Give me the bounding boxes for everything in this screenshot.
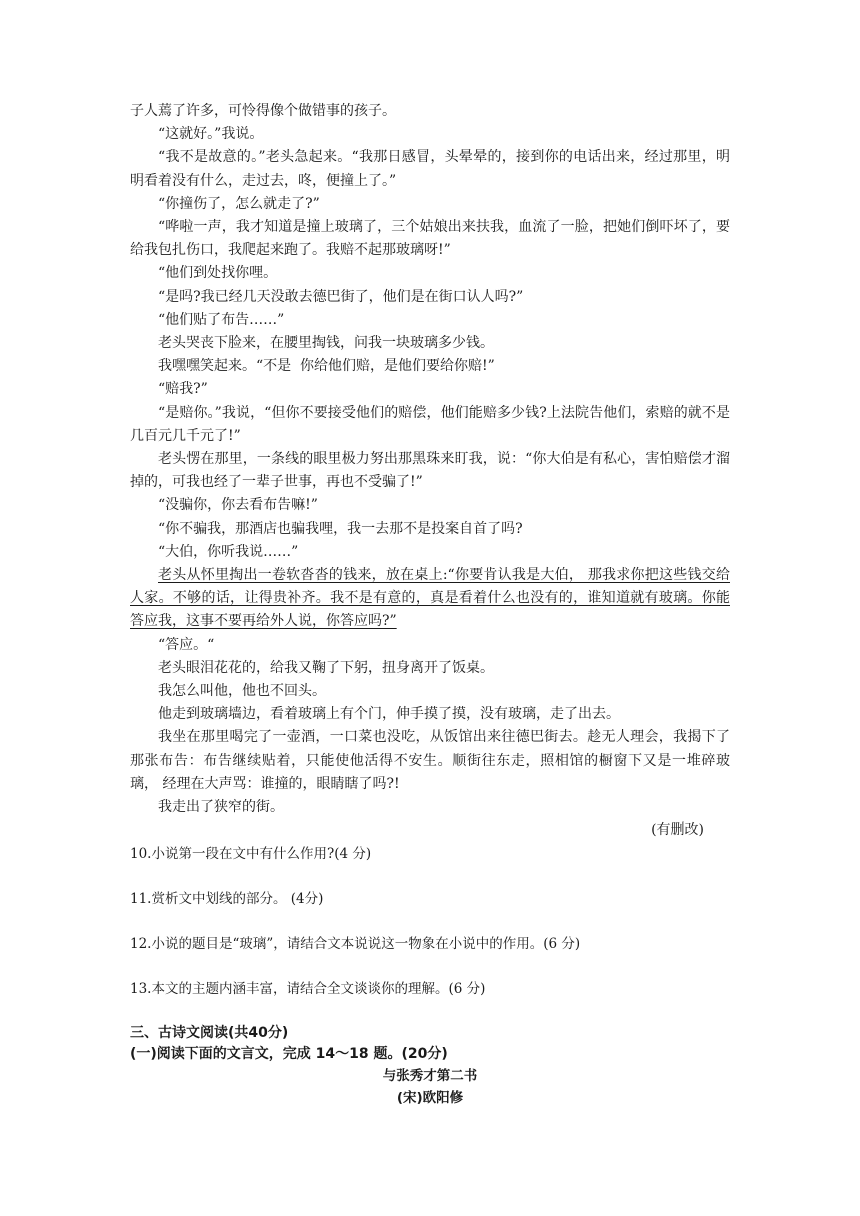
story-paragraph: 老头哭丧下脸来，在腰里掏钱，问我一块玻璃多少钱。 — [158, 335, 494, 352]
question-12: 12.小说的题目是“玻璃”，请结合文本说说这一物象在小说中的作用。(6 分) — [130, 935, 581, 952]
story-paragraph: “答应。“ — [158, 636, 215, 653]
story-paragraph: “赔我?” — [158, 381, 208, 398]
story-paragraph: 我走出了狭窄的街。 — [158, 799, 284, 816]
story-paragraph: 我嘿嘿笑起来。“不是 你给他们赔，是他们要给你赔!” — [158, 358, 495, 375]
story-paragraph: “大伯，你听我说……” — [158, 543, 299, 560]
story-paragraph: 我怎么叫他，他也不回头。 — [158, 683, 326, 700]
section-subheading: (一)阅读下面的文言文，完成 14～18 题。(20分) — [130, 1045, 448, 1062]
story-paragraph: 他走到玻璃墙边，看着玻璃上有个门，伸手摸了摸，没有玻璃，走了出去。 — [158, 706, 620, 723]
story-paragraph: 子人蔫了许多，可怜得像个做错事的孩子。 — [130, 103, 396, 119]
story-paragraph: “你撞伤了，怎么就走了?” — [158, 195, 320, 212]
section-heading: 三、古诗文阅读(共40分) — [130, 1024, 289, 1041]
story-paragraph: “是赔你。”我说，“但你不要接受他们的赔偿，他们能赔多少钱?上法院告他们，索赔的就不是几百元几千元了!” — [130, 404, 730, 444]
story-paragraph: “这就好。”我说。 — [158, 126, 264, 143]
story-paragraph: “他们到处找你哩。 — [158, 265, 278, 282]
question-11: 11.赏析文中划线的部分。 (4分) — [130, 890, 324, 907]
essay-title: 与张秀才第二书 — [382, 1067, 478, 1084]
story-paragraph: 我坐在那里喝完了一壶酒，一口菜也没吃，从饭馆出来往德巴街去。趁无人理会，我揭下了那张布告：布告继续贴着，只能使他活得不安生。顺街往东走，照相馆的橱窗下又是一堆碎玻璃， 经理在大声骂：谁撞的，眼睛瞎了吗?! — [130, 729, 730, 792]
story-paragraph: “哗啦一声，我才知道是撞上玻璃了，三个姑娘出来扶我，血流了一脸，把她们倒吓坏了，要给我包扎伤口，我爬起来跑了。我赔不起那玻璃呀!” — [130, 219, 730, 259]
story-paragraph: “是吗?我已经几天没敢去德巴街了，他们是在街口认人吗?” — [158, 288, 524, 305]
story-paragraph: “我不是故意的。”老头急起来。“我那日感冒，头晕晕的，接到你的电话出来，经过那里，明明看着没有什么，走过去，咚，便撞上了。” — [130, 149, 730, 189]
story-paragraph: “他们贴了布告……” — [158, 311, 285, 328]
story-text — [130, 100, 730, 819]
source-note: (有删改) — [651, 822, 704, 839]
story-paragraph: “你不骗我，那酒店也骗我哩，我一去那不是投案自首了吗? — [158, 520, 523, 537]
story-paragraph: 老头眼泪花花的，给我又鞠了下躬，扭身离开了饭桌。 — [158, 659, 494, 676]
exam-page — [130, 100, 730, 1109]
question-10: 10.小说第一段在文中有什么作用?(4 分) — [130, 845, 372, 862]
story-paragraph: “没骗你，你去看布告嘛!” — [158, 497, 318, 514]
story-paragraph-underlined: 老头从怀里掏出一卷软沓沓的钱来，放在桌上:“你要肯认我是大伯， 那我求你把这些钱交给人家。不够的话，让得贵补齐。我不是有意的，真是看着什么也没有的，谁知道就有玻璃。你能答应我，这事不要再给外人说，你答应吗?” — [130, 567, 730, 630]
essay-author: (宋)欧阳修 — [396, 1089, 464, 1106]
question-13: 13.本文的主题内涵丰富，请结合全文谈谈你的理解。(6 分) — [130, 980, 486, 997]
question-list — [130, 843, 730, 1023]
story-paragraph: 老头愣在那里，一条线的眼里极力努出那黑珠来盯我，说：“你大伯是有私心，害怕赔偿才溜掉的，可我也经了一辈子世事，再也不受骗了!” — [130, 451, 730, 491]
